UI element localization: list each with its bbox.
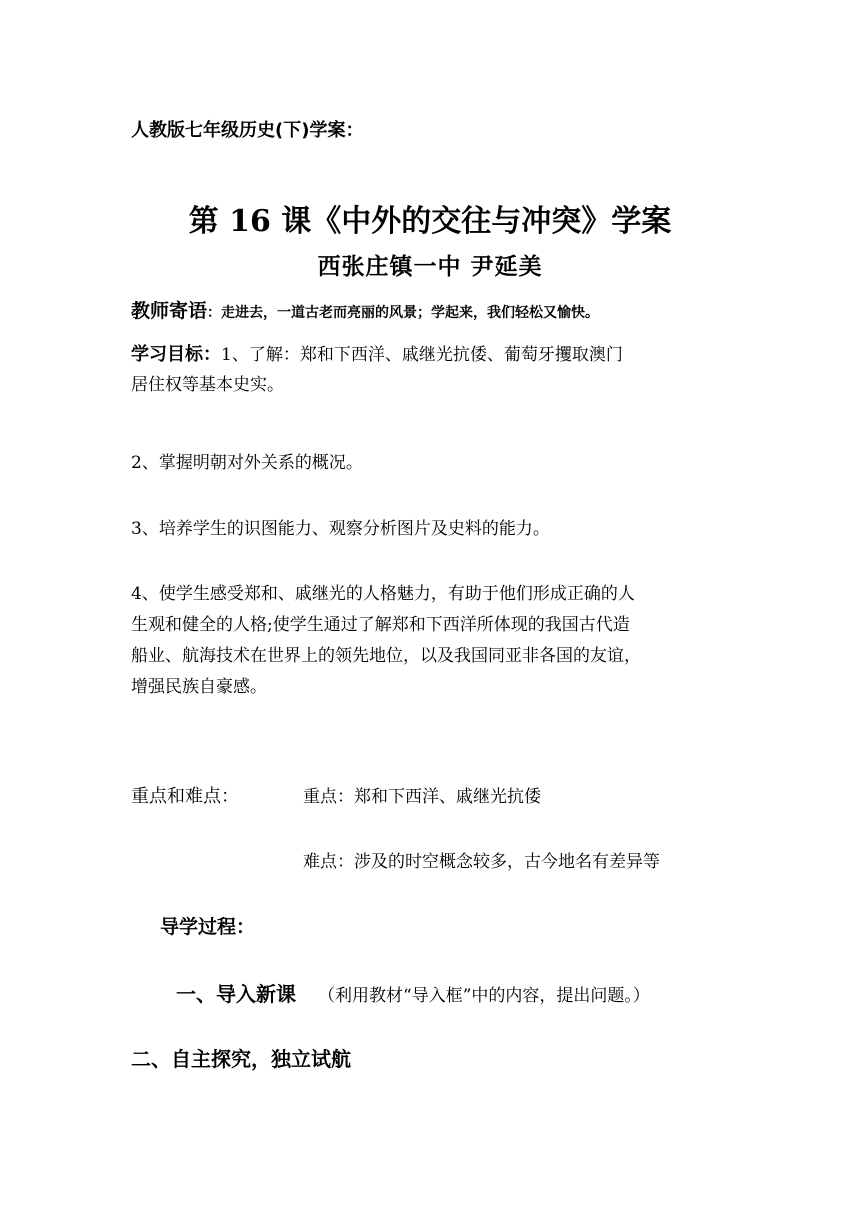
- objective-4-line: 4、使学生感受郑和、戚继光的人格魅力，有助于他们形成正确的人: [131, 584, 635, 604]
- section-1-heading: 一、导入新课: [176, 982, 296, 1006]
- objectives-label: 学习目标：: [131, 344, 221, 365]
- objective-1-line-1: 1、了解：郑和下西洋、戚继光抗倭、葡萄牙攫取澳门: [221, 345, 623, 365]
- objective-4: [131, 579, 641, 703]
- section-1-note: （利用教材“导入框”中的内容，提出问题。）: [318, 986, 650, 1006]
- section-2-heading: 二、自主探究，独立试航: [131, 1047, 351, 1071]
- author-line: 西张庄镇一中 尹延美: [317, 254, 543, 280]
- teacher-message: [131, 296, 599, 323]
- objective-3: 3、培养学生的识图能力、观察分析图片及史料的能力。: [131, 519, 550, 539]
- header-line: 人教版七年级历史(下)学案：: [131, 120, 364, 141]
- section-1: [176, 978, 650, 1007]
- teacher-message-text: ：走进去，一道古老而亮丽的风景；学起来，我们轻松又愉快。: [207, 305, 600, 321]
- objective-4-line: 增强民族自豪感。: [131, 677, 267, 697]
- objective-1-line-2: 居住权等基本史实。: [131, 375, 284, 395]
- objective-2: 2、掌握明朝对外关系的概况。: [131, 453, 363, 473]
- objective-4-line: 船业、航海技术在世界上的领先地位，以及我国同亚非各国的友谊，: [131, 646, 641, 666]
- objective-1: [131, 340, 623, 400]
- objective-4-line: 生观和健全的人格;使学生通过了解郑和下西洋所体现的我国古代造: [131, 615, 630, 635]
- difficult-points-text: 难点：涉及的时空概念较多，古今地名有差异等: [303, 852, 660, 872]
- page-title: 第 16 课《中外的交往与冲突》学案: [188, 204, 672, 239]
- teacher-message-label: 教师寄语: [131, 300, 208, 322]
- key-points-label: 重点和难点：: [131, 786, 239, 807]
- key-points-text: 重点：郑和下西洋、戚继光抗倭: [303, 787, 541, 807]
- guide-process-heading: 导学过程：: [160, 916, 256, 938]
